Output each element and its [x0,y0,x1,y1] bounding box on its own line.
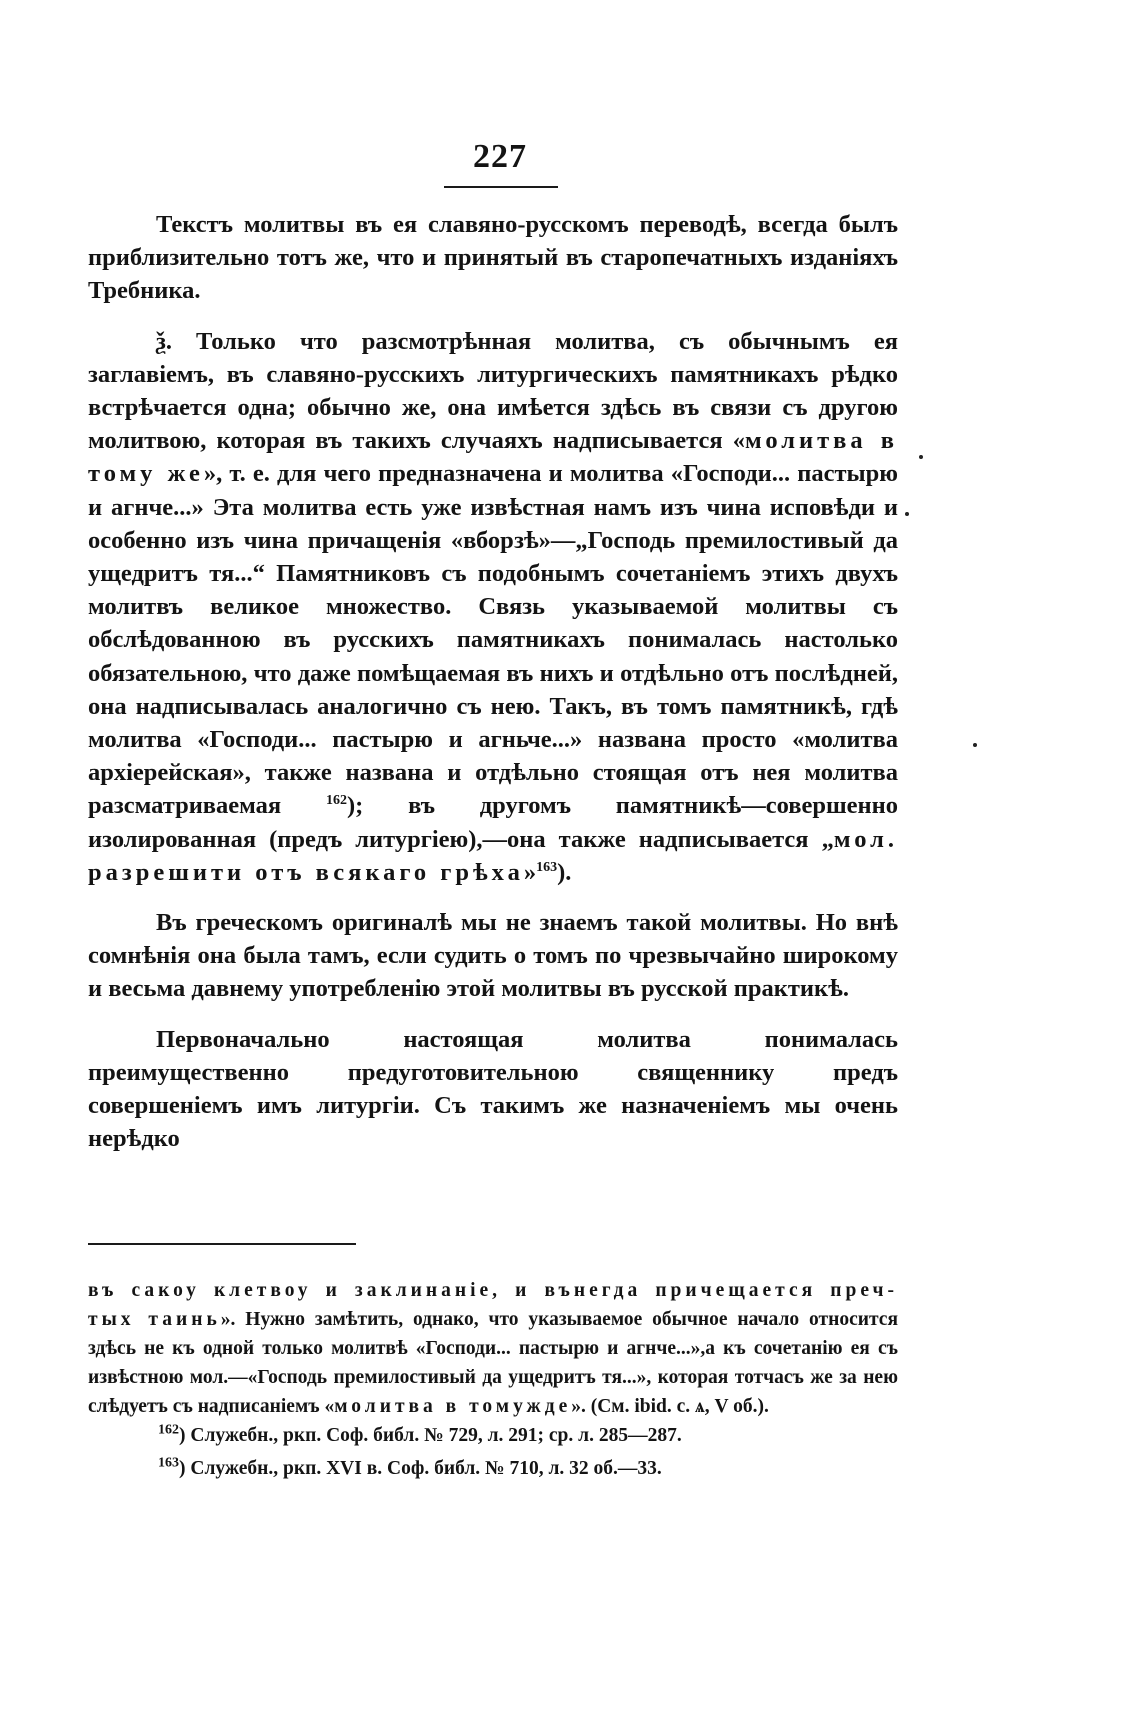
footnote-ref-162: 162 [325,793,347,809]
footnote-spaced-quote-1: въ сакоу клетвоу и заклинаніе, и вънегда причещается преч-тых таинь [88,1280,898,1330]
paragraph-2-part-4: » [523,858,537,886]
main-text [88,208,898,1155]
footnote-ref-163: 163 [536,859,558,875]
footnote-number: 163 [158,1455,179,1471]
paragraph-2-part-2: », т. е. для чего предназначена и молитва «Господи... пастырю и агнче...» Эта молитва есть уже извѣстная намъ изъ чина исповѣди и особенно изъ чина причащенія «вборзѣ»—„Господь премилостивый да ущедритъ тя...“ Памятниковъ съ подобнымъ сочетаніемъ этихъ двухъ молитвъ великое множество. Связь указываемой молитвы съ обслѣдованною въ русскихъ памятникахъ понималась настолько обязательною, что даже помѣщаемая въ нихъ и отдѣльно отъ послѣдней, она надписывалась аналогично съ нею. Такъ, въ томъ памятникѣ, гдѣ молитва «Господи... пастырю и агньче...» названа просто «молитва архіерейская», также названа и отдѣльно стоящая отъ нея молитва разсматриваемая [88,460,899,820]
spaced-title-molitva-tomu-zhe: молитва в тому же [88,427,898,488]
ink-speck [919,455,923,459]
footnote-number: 162 [158,1422,179,1438]
footnote-163 [88,1454,898,1483]
footnote-text: ) Служебн., ркп. Соф. библ. № 729, л. 291; ср. л. 285—287. [179,1425,682,1446]
paragraph-2-part-5: ). [557,858,572,886]
footnotes [88,1276,898,1483]
footnote-spaced-quote-2: молитва в томужде [334,1396,572,1417]
paragraph-2-part-1: ѯ. Только что разсмотрѣнная молитва, съ обычнымъ ея заглавіемъ, въ славяно-русскихъ литургическихъ памятникахъ рѣдко встрѣчается одна; обычно же, она имѣется здѣсь въ связи съ другою молитвою, которая въ такихъ случаяхъ надписывается « [88,327,898,455]
paragraph-1: Текстъ молитвы въ ея славяно-русскомъ переводѣ, всегда былъ приблизительно тотъ же, что и принятый въ старопечатныхъ изданіяхъ Требника. [88,211,898,305]
footnote-text: ) Служебн., ркп. XVI в. Соф. библ. № 710, л. 32 об.—33. [179,1458,662,1479]
paragraph-2-part-3: ); въ другомъ памятникѣ—совершенно изолированная (предъ литургіею),—она также надписывается „ [88,792,898,853]
page-number-rule [444,186,558,188]
paragraph-2 [88,325,898,889]
ink-speck [973,743,977,747]
ink-speck [905,512,909,516]
paragraph-3: Въ греческомъ оригиналѣ мы не знаемъ такой молитвы. Но внѣ сомнѣнія она была тамъ, если судить о томъ по чрезвычайно широкому и весьма давнему употребленію этой молитвы въ русской практикѣ. [88,909,898,1003]
footnote-162 [88,1421,898,1450]
paragraph-4: Первоначально настоящая молитва понималась преимущественно предуготовительною священнику предъ совершеніемъ имъ литургіи. Съ такимъ же назначеніемъ мы очень нерѣдко [88,1025,898,1153]
page-number: 227 [473,138,527,175]
footnote-continuation-part-1: ». Нужно замѣтить, однако, что указываемое обычное начало относится здѣсь не къ одной только молитвѣ «Господи... пастырю и агнче...»,а къ сочетанію ея съ извѣстною мол.—«Господь премилостивый да ущедритъ тя...», которая тотчасъ же за нею слѣдуетъ съ надписаніемъ « [88,1309,898,1417]
footnote-continuation [88,1276,898,1421]
footnote-separator [88,1243,356,1245]
footnote-continuation-part-2: ». (См. ibid. с. ѧ, V об.). [571,1396,769,1417]
spaced-title-razreshiti: мол. разрешити отъ всякаго грѣха [88,825,898,886]
